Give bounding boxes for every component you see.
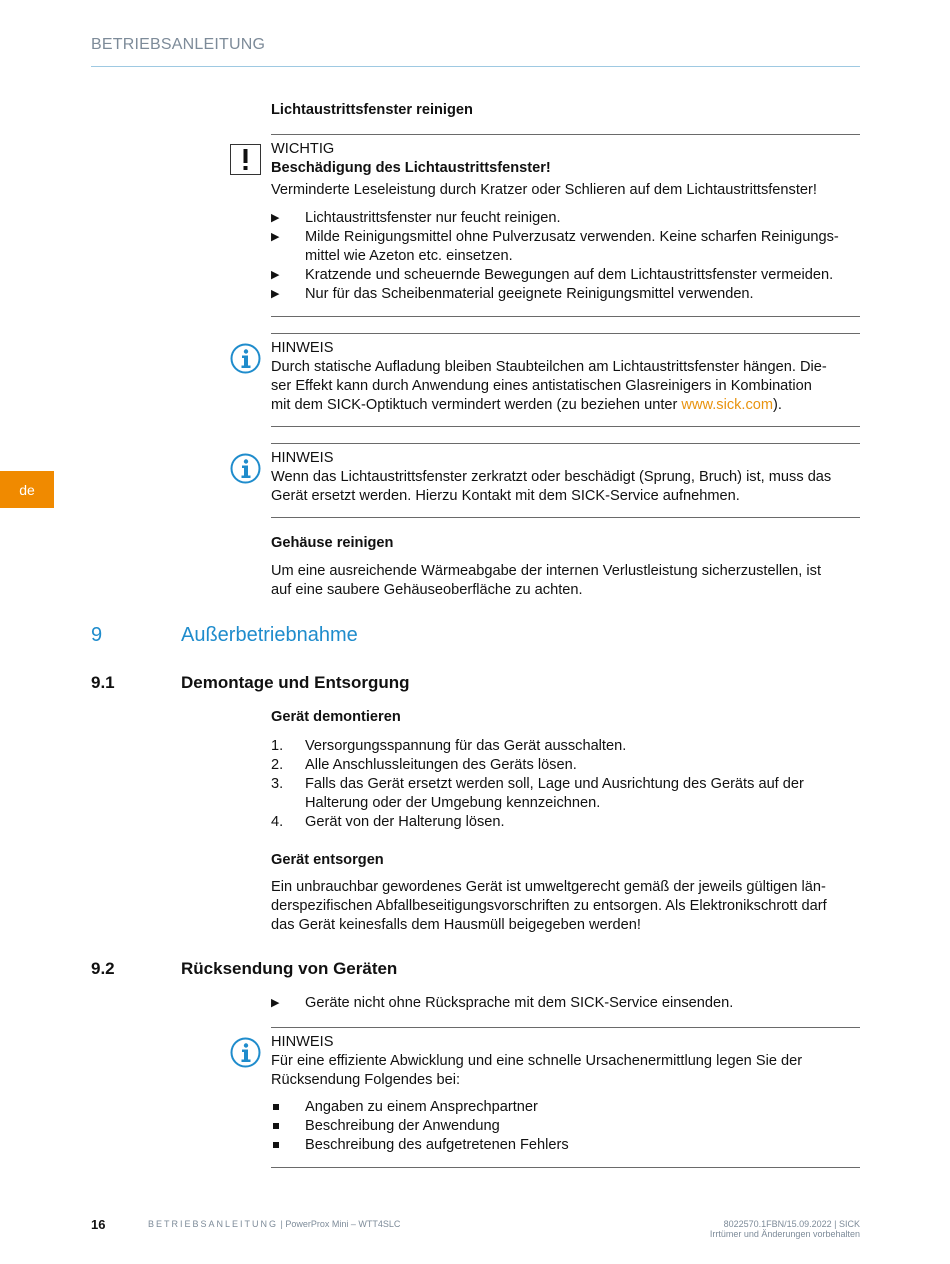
- list-item: Beschreibung der Anwendung: [271, 1117, 860, 1136]
- exclamation-box-icon: [230, 144, 260, 174]
- subheading-dispose: Gerät entsorgen: [271, 852, 384, 868]
- note-text-line: Wenn das Lichtaustrittsfenster zerkratzt oder beschädigt (Sprung, Bruch) ist, muss das: [271, 469, 832, 485]
- list-item: 3. Falls das Gerät ersetzt werden soll, Lage und Ausrichtung des Geräts auf der Halterung oder der Umgebung kennzeichnen.: [271, 776, 804, 811]
- return-step: [271, 994, 860, 1013]
- note-block-static: [271, 339, 860, 415]
- important-list: [271, 209, 860, 304]
- info-circle-icon: [230, 453, 260, 483]
- important-label: WICHTIG: [271, 141, 335, 157]
- important-block: [271, 140, 860, 304]
- list-item: ▶ Lichtaustrittsfenster nur feucht reinigen.: [271, 210, 561, 226]
- divider: [271, 134, 860, 135]
- triangle-right-icon: ▶: [271, 269, 280, 281]
- note-label: HINWEIS: [271, 340, 334, 356]
- subheading-dismantle: Gerät demontieren: [271, 709, 401, 725]
- info-circle-icon: [230, 343, 260, 373]
- section-title: Rücksendung von Geräten: [181, 959, 398, 978]
- footer-doc-title: BETRIEBSANLEITUNG | PowerProx Mini – WTT4SLC: [148, 1219, 401, 1229]
- important-title: Beschädigung des Lichtaustrittsfenster!: [271, 160, 551, 176]
- triangle-right-icon: ▶: [271, 997, 280, 1009]
- chapter-number: 9: [91, 624, 103, 646]
- note-text-line: Durch statische Aufladung bleiben Staubteilchen am Lichtaustrittsfenster hängen. Die-: [271, 359, 827, 375]
- note-label: HINWEIS: [271, 450, 334, 466]
- divider: [271, 333, 860, 334]
- page-number: 16: [91, 1217, 106, 1232]
- chapter-title: Außerbetriebnahme: [181, 624, 358, 646]
- dispose-paragraph: Ein unbrauchbar gewordenes Gerät ist umweltgerecht gemäß der jeweils gültigen län- derspezifischen Abfallbeseitigungsvorschriften zu entsorgen. Als Elektronikschrott darf das Gerät keinesfalls dem Hausmüll beigegeben werden!: [271, 879, 827, 933]
- subheading-clean-housing: Gehäuse reinigen: [271, 535, 394, 551]
- section-title: Demontage und Entsorgung: [181, 673, 410, 692]
- divider: [271, 443, 860, 444]
- note-block-damage: [271, 449, 860, 506]
- list-item: ▶ Kratzende und scheuernde Bewegungen auf dem Lichtaustrittsfenster vermeiden.: [271, 267, 834, 283]
- note-label: HINWEIS: [271, 1034, 334, 1050]
- divider: [271, 517, 860, 518]
- square-bullet-icon: [271, 1117, 305, 1136]
- square-bullet-icon: [271, 1098, 305, 1117]
- note-text-line: ser Effekt kann durch Anwendung eines antistatischen Glasreinigers in Kombination: [271, 378, 812, 394]
- list-item: Angaben zu einem Ansprechpartner: [271, 1098, 860, 1117]
- note-text-line: mit dem SICK-Optiktuch vermindert werden (zu beziehen unter www.sick.com).: [271, 397, 782, 413]
- section-number: 9.2: [91, 959, 115, 978]
- return-items-list: [271, 1098, 860, 1155]
- list-item: ▶ Nur für das Scheibenmaterial geeignete Reinigungsmittel verwenden.: [271, 286, 754, 302]
- triangle-right-icon: ▶: [271, 288, 280, 300]
- footer-disclaimer: Irrtümer und Änderungen vorbehalten: [709, 1229, 860, 1239]
- list-item: ▶ Milde Reinigungsmittel ohne Pulverzusatz verwenden. Keine scharfen Reinigungs- mittel wie Azeton etc. einsetzen.: [271, 229, 839, 264]
- note-text-line: Rücksendung Folgendes bei:: [271, 1072, 461, 1088]
- note-block-return: [271, 1033, 860, 1155]
- list-item: 1. Versorgungsspannung für das Gerät ausschalten.: [271, 738, 627, 754]
- note-text-line: Für eine effiziente Abwicklung und eine schnelle Ursachenermittlung legen Sie der: [271, 1053, 803, 1069]
- triangle-right-icon: ▶: [271, 212, 280, 224]
- note-text-line: Gerät ersetzt werden. Hierzu Kontakt mit dem SICK-Service aufnehmen.: [271, 488, 740, 504]
- header-rule: [91, 66, 860, 67]
- divider: [271, 316, 860, 317]
- running-header: BETRIEBSANLEITUNG: [91, 36, 266, 53]
- dismantle-steps: [271, 737, 860, 832]
- info-circle-icon: [230, 1037, 260, 1067]
- triangle-right-icon: ▶: [271, 231, 280, 243]
- square-bullet-icon: [271, 1136, 305, 1155]
- list-item: 2. Alle Anschlussleitungen des Geräts lösen.: [271, 757, 577, 773]
- important-text: Verminderte Leseleistung durch Kratzer oder Schlieren auf dem Lichtaustrittsfenster!: [271, 182, 817, 198]
- housing-paragraph: Um eine ausreichende Wärmeabgabe der internen Verlustleistung sicherzustellen, ist auf eine saubere Gehäuseoberfläche zu achten.: [271, 563, 821, 598]
- subheading-clean-window: Lichtaustrittsfenster reinigen: [271, 102, 473, 118]
- divider: [271, 1027, 860, 1028]
- divider: [271, 1167, 860, 1168]
- list-item: ▶ Geräte nicht ohne Rücksprache mit dem SICK-Service einsenden.: [271, 995, 734, 1011]
- sick-website-link[interactable]: www.sick.com: [681, 397, 774, 413]
- language-tab[interactable]: de: [0, 471, 54, 508]
- divider: [271, 426, 860, 427]
- section-number: 9.1: [91, 673, 115, 692]
- list-item: Beschreibung des aufgetretenen Fehlers: [271, 1136, 860, 1155]
- footer-doc-id: 8022570.1FBN/15.09.2022 | SICK Irrtümer und Änderungen vorbehalten: [709, 1219, 860, 1239]
- list-item: 4. Gerät von der Halterung lösen.: [271, 814, 505, 830]
